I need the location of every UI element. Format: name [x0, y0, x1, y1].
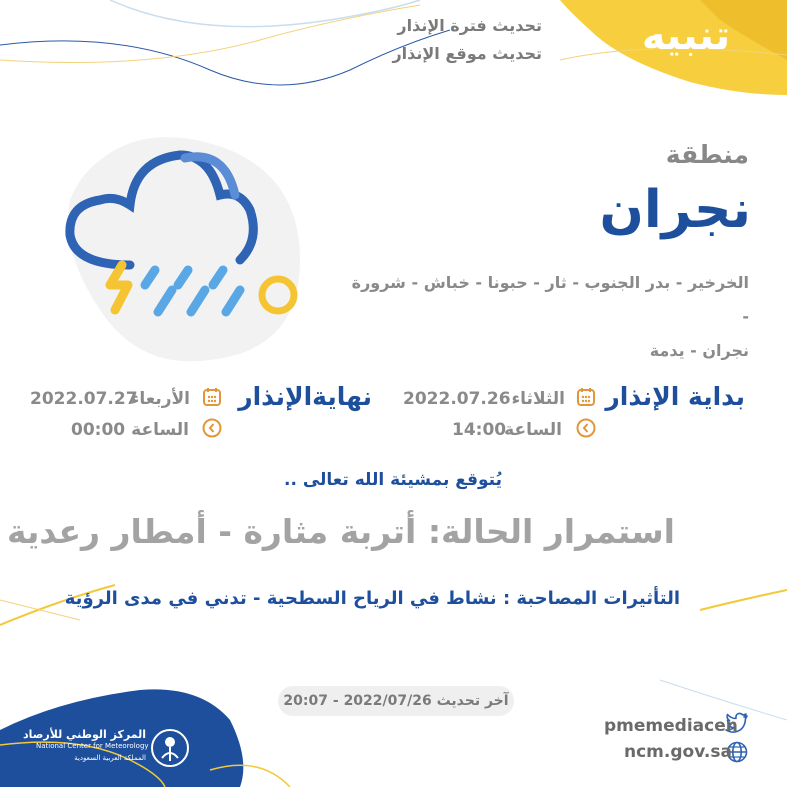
end-time: 00:00 [71, 420, 126, 440]
forecast-effects: التأثيرات المصاحبة : نشاط في الرياح السطحية - تدني في مدى الرؤية [64, 588, 680, 609]
clock-icon [202, 418, 222, 442]
affected-areas [349, 266, 749, 368]
areas-line-1: الخرخير - بدر الجنوب - ثار - حبونا - خباش - شرورة - [351, 273, 749, 326]
start-date: 2022.07.26 [403, 389, 511, 409]
end-date: 2022.07.27 [30, 389, 138, 409]
calendar-icon [576, 387, 596, 411]
forecast-expectation: يُتوقع بمشيئة الله تعالى .. [284, 470, 502, 490]
end-title: نهايةالإنذار [238, 382, 372, 411]
last-update-pill: آخر تحديث 2022/07/26 - 20:07 [278, 686, 514, 716]
alert-badge: تنبيه [641, 13, 731, 59]
update-location-text: تحديث موقع الإنذار [392, 44, 542, 63]
ncm-logo-emblem [150, 728, 190, 772]
start-title: بداية الإنذار [605, 382, 745, 411]
calendar-icon [202, 387, 222, 411]
end-day: الأربعاء [130, 389, 190, 409]
region-label: منطقة [665, 140, 749, 169]
org-name-en: National Center for Meteorology [36, 742, 149, 750]
end-time-label: الساعة [131, 420, 189, 440]
region-name: نجران [599, 180, 751, 240]
areas-line-2: نجران - يدمة [649, 341, 749, 360]
forecast-condition: استمرار الحالة: أتربة مثارة - أمطار رعدية [7, 512, 675, 551]
org-name-ar: المركز الوطني للأرصاد [22, 728, 146, 741]
start-time-label: الساعة [504, 420, 562, 440]
cloud-thunder-rain-sun-icon [60, 120, 310, 370]
clock-icon [576, 418, 596, 442]
start-day: الثلاثاء [511, 389, 565, 409]
org-country-ar: المملكة العربية السعودية [74, 754, 146, 762]
twitter-handle[interactable]: pmemediacen [604, 716, 738, 736]
update-period-text: تحديث فترة الإنذار [397, 16, 542, 35]
website-link[interactable]: ncm.gov.sa [624, 742, 732, 762]
start-time: 14:00 [452, 420, 507, 440]
